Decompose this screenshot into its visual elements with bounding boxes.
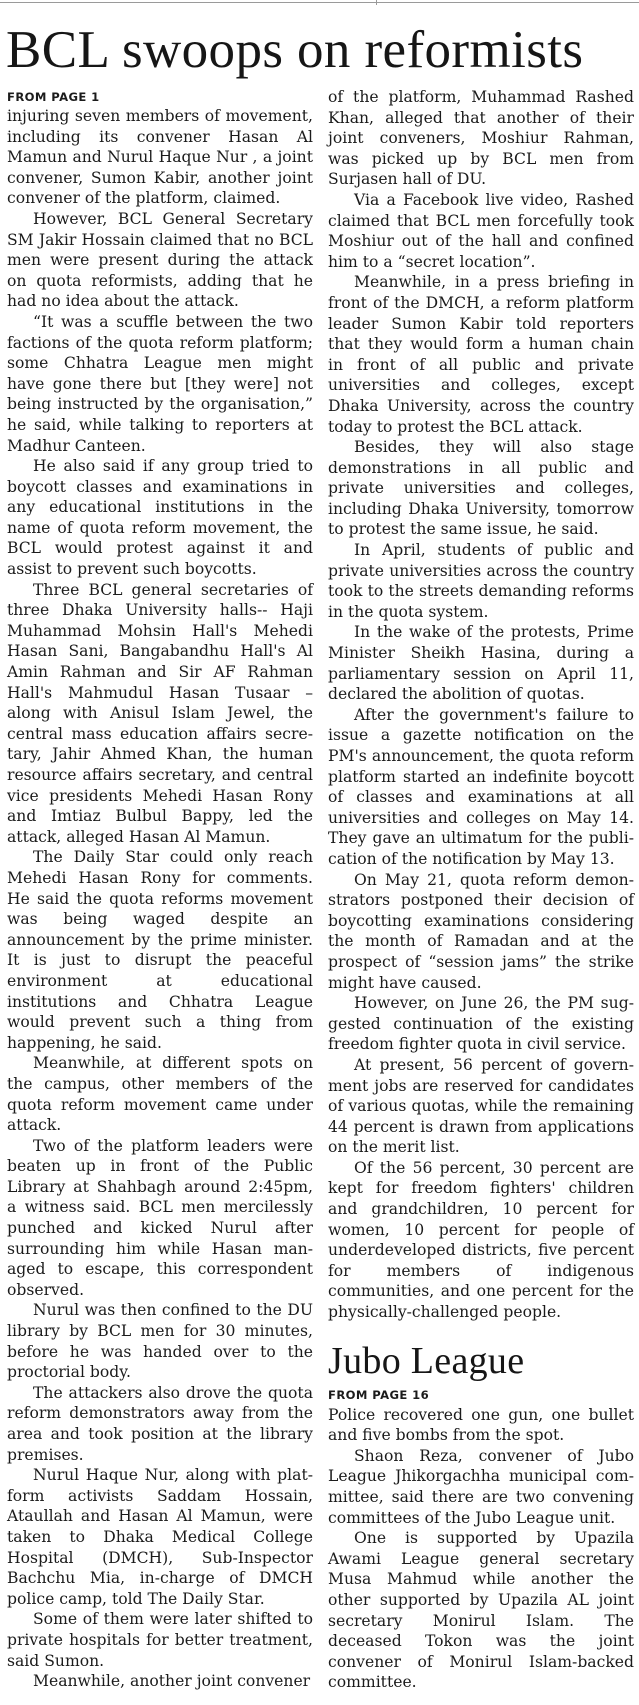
paragraph: “It was a scuffle between the two factions of the quota reform platform; some Chhatra League men might have gone there but [they were] not being instructed by the organisation,” he said, while talking to reporters at Madhur Canteen. xyxy=(7,312,313,455)
paragraph: Of the 56 percent, 30 percent are kept for freedom fighters' children and grandchildren, 10 percent for women, 10 percent for people of underdeveloped districts, five percent for members of indigenous communities, and one percent for the physically-challenged people. xyxy=(328,1158,634,1322)
paragraph: In the wake of the protests, Prime Minister Sheikh Hasina, during a parliamentary session on April 11, declared the abolition of quotas. xyxy=(328,623,634,704)
continuation-kicker: FROM PAGE 1 xyxy=(7,90,100,104)
paragraph: In April, students of public and private universities across the country took to the streets demanding reforms in the quota system. xyxy=(328,541,634,621)
paragraph: At present, 56 percent of government jobs are reserved for candidates of various quotas, while the remaining 44 percent is drawn from applications on the merit list. xyxy=(328,1055,634,1157)
paragraph: Meanwhile, another joint convener xyxy=(33,1672,311,1691)
paragraph: He also said if any group tried to boycott classes and examinations in any educational institutions in the name of quota reform movement, the BCL would protest against it and assist to prevent such boycotts. xyxy=(7,457,313,579)
paragraph: Besides, they will also stage demonstrations in all public and private universities and colleges, including Dhaka University, tomorrow to protest the same issue, he said. xyxy=(328,438,634,539)
paragraph: However, on June 26, the PM suggested continuation of the existing freedom fighter quota in civil service. xyxy=(328,994,634,1054)
continuation-kicker: FROM PAGE 16 xyxy=(328,1387,430,1402)
second-story-headline: Jubo League xyxy=(328,1339,525,1382)
paragraph: Nurul Haque Nur, along with platform activists Saddam Hossain, Ataullah and Hasan Al Mamun, were taken to Dhaka Medical College Hospital (DMCH), Sub-Inspector Bachchu Mia, in-charge of DMCH police camp, told The Daily Star. xyxy=(7,1466,313,1608)
paragraph: injuring seven members of movement, including its convener Hasan Al Mamun and Nurul Haque Nur , a joint convener, Sumon Kabir, another joint convener of the platform, claimed. xyxy=(7,107,313,208)
paragraph: One is supported by Upazila Awami League general secretary Musa Mahmud while another the other supported by Upazila AL joint secretary Monirul Islam. The deceased Tokon was the joint convener of Monirul Islam-backed committee. xyxy=(328,1529,634,1692)
paragraph: Three BCL general secretaries of three Dhaka University halls-- Haji Muhammad Mohsin Hall's Mehedi Hasan Sani, Bangabandhu Hall's Al Amin Rahman and Sir AF Rahman Hall's Mahmudul Hasan Tusaar – along with Anisul Islam Jewel, the central mass education affairs secretary, Jahir Ahmed Khan, the human resource affairs secretary, and central vice presidents Mehedi Hasan Rony and Imtiaz Bulbul Bappy, led the attack, alleged Hasan Al Mamun. xyxy=(7,580,313,846)
paragraph: Some of them were later shifted to private hospitals for better treatment, said Sumon. xyxy=(7,1610,313,1670)
paragraph: On May 21, quota reform demonstrators postponed their decision of boycotting examinations considering the month of Ramadan and at the prospect of “session jams” the strike might have caused. xyxy=(328,870,634,992)
paragraph: Via a Facebook live video, Rashed claimed that BCL men forcefully took Moshiur out of the hall and confined him to a “secret location”. xyxy=(328,190,634,271)
paragraph: Meanwhile, in a press briefing in front of the DMCH, a reform platform leader Sumon Kabir told reporters that they would form a human chain in front of all public and private universities and colleges, except Dhaka University, across the country today to protest the BCL attack. xyxy=(328,273,634,436)
paragraph: of the platform, Muhammad Rashed Khan, alleged that another of their joint conveners, Moshiur Rahman, was picked up by BCL men from Surjasen hall of DU. xyxy=(328,88,634,189)
paragraph: Nurul was then confined to the DU library by BCL men for 30 minutes, before he was handed over to the proctorial body. xyxy=(7,1301,313,1382)
column-right xyxy=(328,87,634,1693)
top-rule-tick xyxy=(376,0,377,5)
paragraph: Two of the platform leaders were beaten up in front of the Public Library at Shahbagh around 2:45pm, a witness said. BCL men mercilessly punched and kicked Nurul after surrounding him while Hasan managed to escape, this correspondent observed. xyxy=(7,1136,313,1299)
paragraph: However, BCL General Secretary SM Jakir Hossain claimed that no BCL men were present during the attack on quota reformists, adding that he had no idea about the attack. xyxy=(7,209,313,311)
paragraph: Police recovered one gun, one bullet and five bombs from the spot. xyxy=(328,1405,634,1445)
column-left xyxy=(7,90,313,1692)
paragraph: Shaon Reza, convener of Jubo League Jhikorgachha municipal committee, said there are two convening committees of the Jubo League unit. xyxy=(328,1446,634,1527)
top-rule xyxy=(0,2,639,3)
paragraph: After the government's failure to issue a gazette notification on the PM's announcement, the quota reform platform started an indefinite boycott of classes and examinations at all universities and colleges on May 14. They gave an ultimatum for the publication of the notification by May 13. xyxy=(328,705,634,868)
paragraph: The Daily Star could only reach Mehedi Hasan Rony for comments. He said the quota reforms movement was being waged despite an announcement by the prime minister. It is just to disrupt the peaceful environment at educational institutions and Chhatra League would prevent such a thing from happening, he said. xyxy=(7,848,313,1052)
paragraph: The attackers also drove the quota reform demonstrators away from the area and took position at the library premises. xyxy=(7,1383,313,1464)
paragraph: Meanwhile, at different spots on the campus, other members of the quota reform movement came under attack. xyxy=(7,1054,313,1135)
headline: BCL swoops on reformists xyxy=(6,21,584,79)
